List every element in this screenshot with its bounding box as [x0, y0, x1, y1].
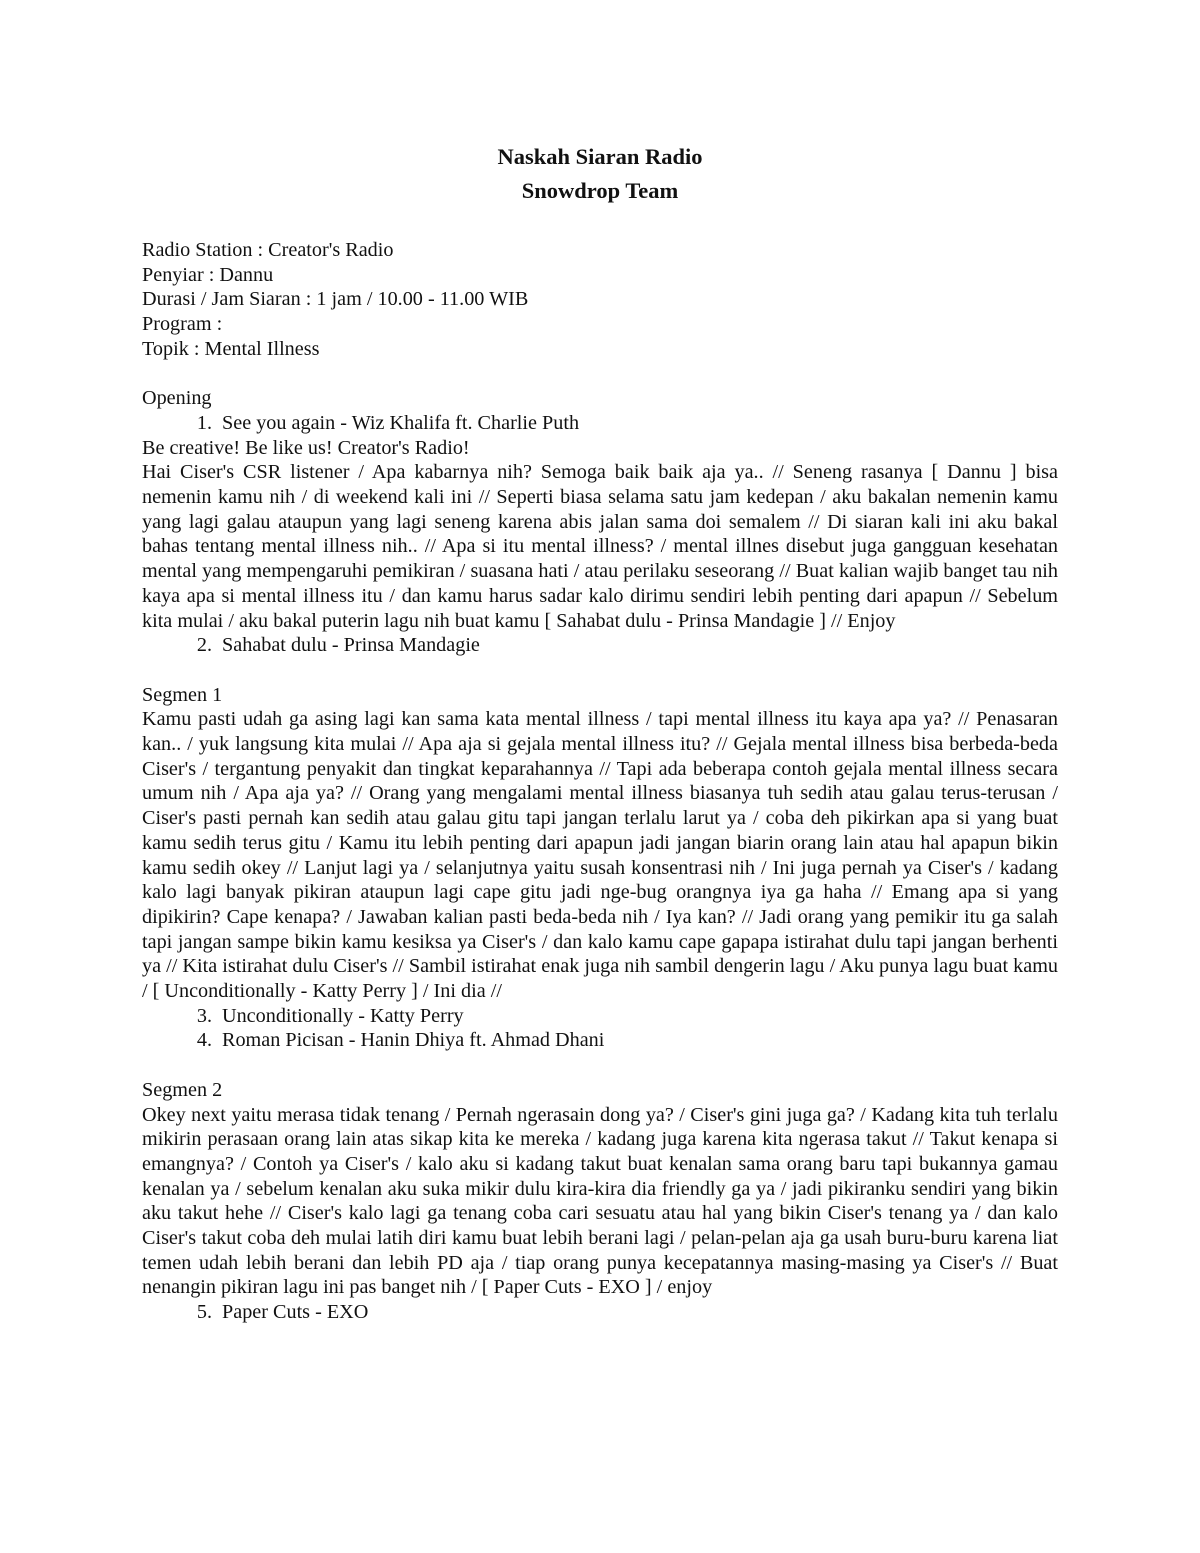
song-item — [142, 411, 1058, 436]
song-title: Unconditionally - Katty Perry — [222, 1004, 464, 1027]
song-item — [142, 1028, 1058, 1053]
segmen2-heading: Segmen 2 — [142, 1078, 223, 1101]
meta-topic: Topik : Mental Illness — [142, 337, 320, 360]
opening-tagline: Be creative! Be like us! Creator's Radio! — [142, 436, 470, 459]
segmen1-script: Kamu pasti udah ga asing lagi kan sama kata mental illness / tapi mental illness itu kaya apa ya? // Penasaran kan.. / yuk langsung kita mulai // Apa aja si gejala mental illness itu? // Gejala mental illness bisa berbeda-beda Ciser's / tergantung penyakit dan tingkat keparahannya // Tapi ada beberapa contoh gejala mental illness secara umum nih / Apa aja ya? // Orang yang mengalami mental illness biasanya tuh sedih atau galau terus-terusan / Ciser's pasti pernah kan sedih atau galau gitu tapi jangan terlalu larut ya / coba deh pikirkan apa si yang buat kamu sedih terus gitu / Kamu itu lebih penting dari apapun jadi jangan biarin orang lain atau hal apapun bikin kamu sedih okey // Lanjut lagi ya / selanjutnya yaitu susah konsentrasi nih / Ini juga pernah ya Ciser's / kadang kalo lagi banyak pikiran ataupun lagi cape gitu jadi nge-bug orangnya iya ga haha // Emang apa si yang dipikirin? Cape kenapa? / Jawaban kalian pasti beda-beda nih / Iya kan? // Jadi orang yang pemikir itu ga salah tapi jangan sampe bikin kamu kesiksa ya Ciser's / dan kalo kamu cape gapapa istirahat dulu tapi jangan berhenti ya // Kita istirahat dulu Ciser's // Sambil istirahat enak juga nih sambil dengerin lagu / Aku punya lagu buat kamu / [ Unconditionally - Katty Perry ] / Ini dia // — [142, 708, 1058, 1003]
segmen2-section — [142, 1078, 1058, 1325]
song-number: 3. — [196, 1004, 212, 1027]
segmen1-section — [142, 683, 1058, 1054]
song-title: Paper Cuts - EXO — [222, 1301, 369, 1324]
song-number: 4. — [196, 1029, 212, 1052]
song-title: Sahabat dulu - Prinsa Mandagie — [222, 634, 480, 657]
song-item — [142, 1004, 1058, 1029]
song-number: 2. — [196, 634, 212, 657]
song-title: See you again - Wiz Khalifa ft. Charlie Puth — [222, 411, 580, 434]
song-number: 1. — [196, 411, 212, 434]
song-title: Roman Picisan - Hanin Dhiya ft. Ahmad Dhani — [222, 1029, 605, 1052]
segmen1-heading: Segmen 1 — [142, 683, 223, 706]
document-subtitle: Snowdrop Team — [521, 178, 679, 203]
meta-radio-station: Radio Station : Creator's Radio — [142, 239, 394, 261]
title-block — [142, 140, 1058, 208]
document-page — [142, 140, 1058, 1350]
document-title: Naskah Siaran Radio — [497, 144, 703, 169]
meta-program: Program : — [142, 313, 223, 336]
meta-duration: Durasi / Jam Siaran : 1 jam / 10.00 - 11.00 WIB — [142, 288, 529, 311]
song-item — [142, 633, 1058, 658]
song-number: 5. — [196, 1301, 212, 1324]
meta-announcer: Penyiar : Dannu — [142, 263, 274, 286]
opening-script: Hai Ciser's CSR listener / Apa kabarnya nih? Semoga baik baik aja ya.. // Seneng rasanya [ Dannu ] bisa nemenin kamu nih / di weekend kali ini // Seperti biasa selama satu jam kedepan / aku bakalan nemenin kamu yang lagi galau ataupun yang lagi seneng karena abis jalan sama doi semalem // Di siaran kali ini aku bakal bahas tentang mental illness nih.. // Apa si itu mental illness? / mental illnes disebut juga gangguan kesehatan mental yang mempengaruhi pemikiran / suasana hati / atau perilaku seseorang // Buat kalian wajib banget tau nih kaya apa si mental illness itu / dan kamu harus sadar kalo dirimu sendiri lebih penting dari apapun // Sebelum kita mulai / aku bakal puterin lagu nih buat kamu [ Sahabat dulu - Prinsa Mandagie ] // Enjoy — [142, 461, 1058, 632]
broadcast-info — [142, 238, 1058, 362]
opening-section — [142, 386, 1058, 658]
opening-heading: Opening — [142, 387, 212, 410]
segmen2-script: Okey next yaitu merasa tidak tenang / Pernah ngerasain dong ya? / Ciser's gini juga ga? / Kadang kita tuh terlalu mikirin perasaan orang lain atas sikap kita ke mereka / kadang juga karena kita ngerasa takut // Takut kenapa si emangnya? / Contoh ya Ciser's / kalo aku si kadang takut buat kenalan sama orang baru tapi bukannya gamau kenalan ya / sebelum kenalan aku suka mikir dulu kira-kira dia friendly ga ya / jadi pikiranku sendiri yang bikin aku takut hehe // Ciser's kalo lagi ga tenang coba cari sesuatu atau hal yang bikin Ciser's tenang ya / dan kalo Ciser's takut coba deh mulai latih diri kamu buat lebih berani lagi / pelan-pelan aja ga usah buru-buru karena liat temen udah lebih berani dan lebih PD aja / tiap orang punya kecepatannya masing-masing ya Ciser's // Buat nenangin pikiran lagu ini pas banget nih / [ Paper Cuts - EXO ] / enjoy — [142, 1103, 1058, 1299]
song-item — [142, 1300, 1058, 1325]
